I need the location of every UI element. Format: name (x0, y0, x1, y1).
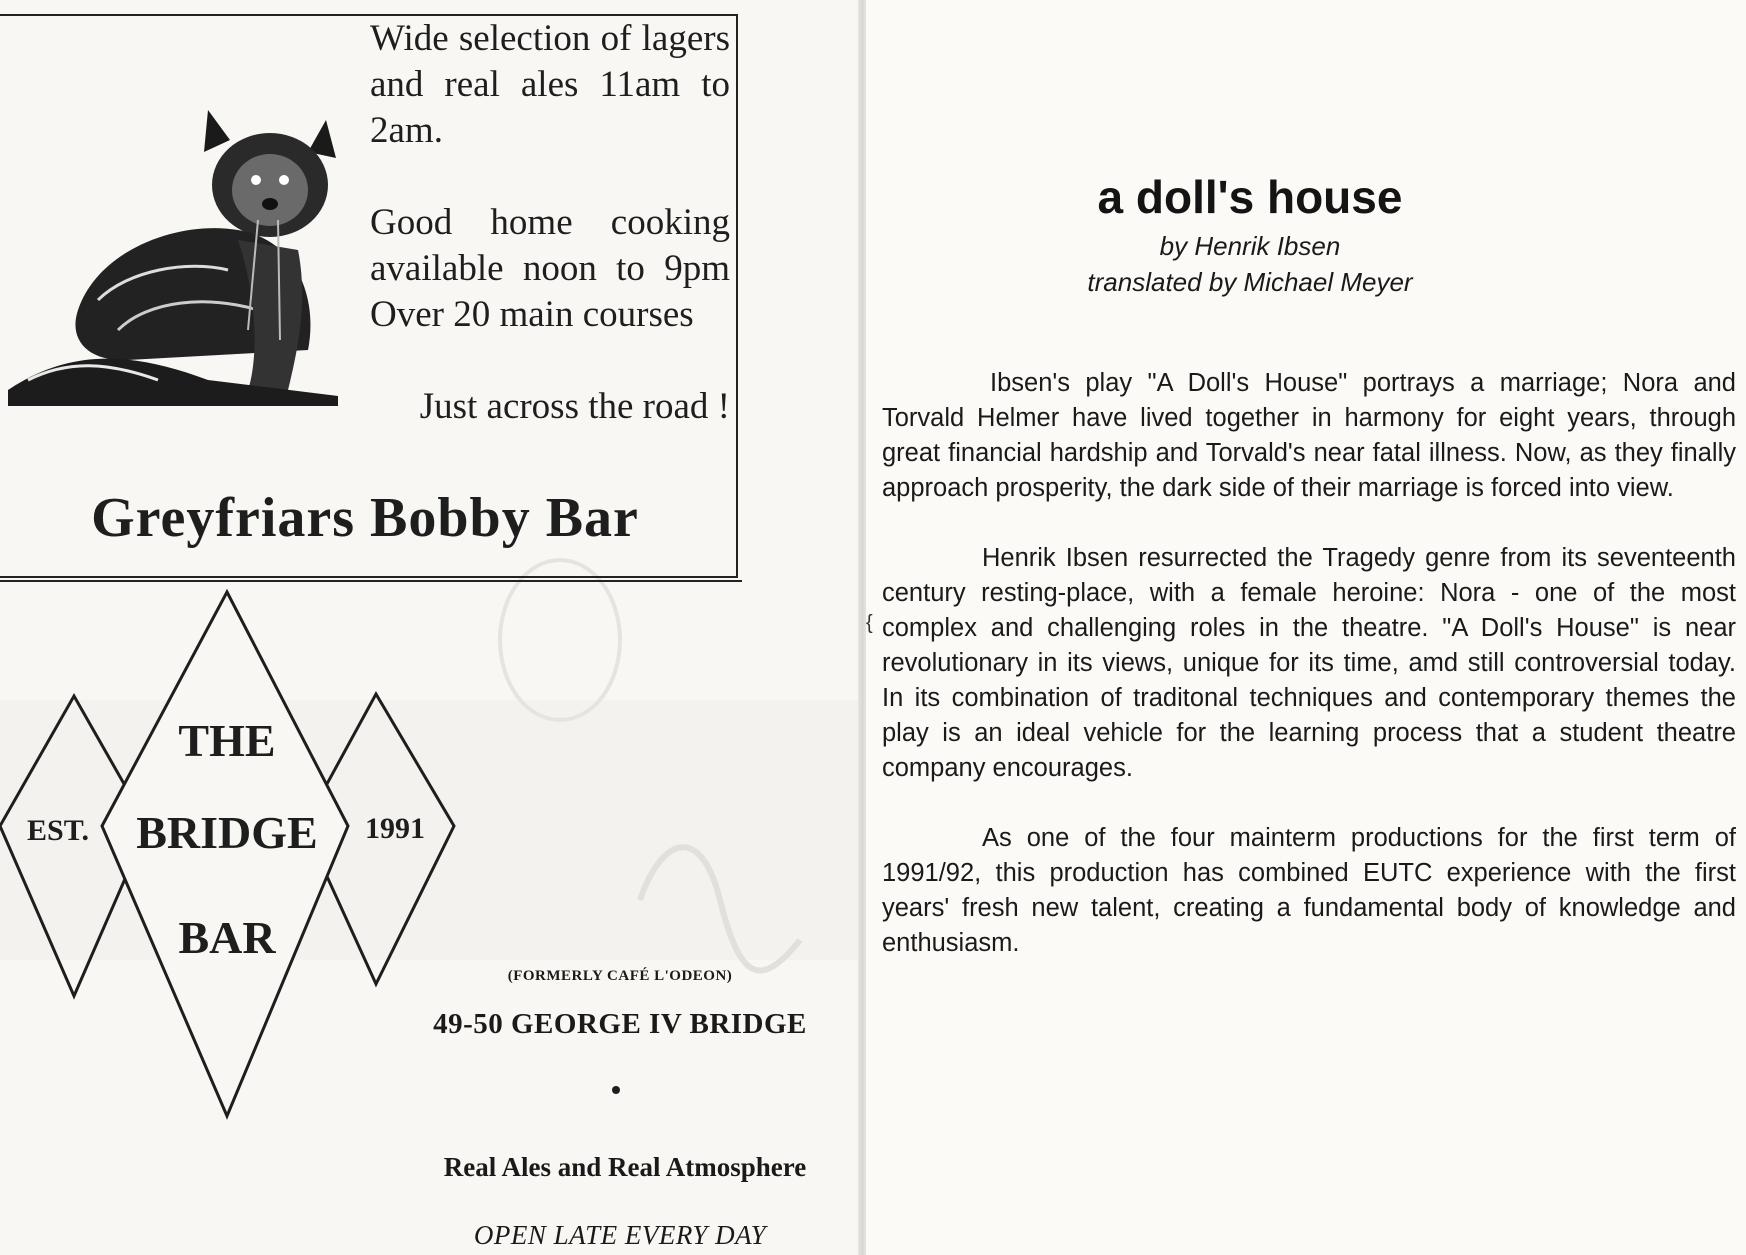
formerly-note: (FORMERLY CAFÉ L'ODEON) (507, 968, 733, 984)
bridge-hours: OPEN LATE EVERY DAY (473, 1220, 767, 1250)
play-description (882, 366, 1736, 996)
bridge-address: 49-50 GEORGE IV BRIDGE (433, 1008, 807, 1040)
logo-the: THE (178, 715, 276, 766)
paragraph-synopsis: Ibsen's play "A Doll's House" portrays a marriage; Nora and Torvald Helmer have lived together in harmony for eight years, through great financial hardship and Torvald's near fatal illness. Now, as they finally approach prosperity, the dark side of their marriage is forced into view. (882, 369, 1736, 502)
logo-est: EST. (27, 814, 89, 847)
ad-line-food: Good home cooking available noon to 9pm Over 20 main courses (370, 202, 730, 335)
greyfriars-ad-text (370, 16, 730, 476)
paragraph-production: As one of the four mainterm productions for the first term of 1991/92, this production has combined EUTC experience with the first years' fresh new talent, creating a fundamental body of knowledge and enthusiasm. (882, 824, 1736, 957)
play-translator: translated by Michael Meyer (1087, 267, 1413, 297)
ad-divider (0, 580, 742, 582)
paragraph-genre: Henrik Ibsen resurrected the Tragedy genre from its seventeenth century resting-place, with a female heroine: Nora - one of the most complex and challenging roles in the theatre. "A Doll's House" is near revolutionary in its views, unique for its time, amd still controversial today. In its combination of traditonal techniques and contemporary themes the play is an ideal vehicle for the learning process that a student theatre company encourages. (882, 544, 1736, 782)
logo-bridge: BRIDGE (136, 807, 318, 858)
staple-mark-icon: { (866, 612, 873, 634)
ad-line-drinks: Wide selection of lagers and real ales 11am to 2am. (370, 18, 730, 151)
play-title: a doll's house (1097, 171, 1403, 223)
terrier-dog-illustration (8, 100, 348, 410)
bridge-slogan: Real Ales and Real Atmosphere (443, 1152, 807, 1182)
ad-line-location: Just across the road ! (419, 386, 730, 427)
greyfriars-bar-name: Greyfriars Bobby Bar (91, 487, 639, 549)
bullet-separator (612, 1086, 620, 1094)
logo-bar: BAR (178, 912, 276, 963)
logo-year: 1991 (365, 812, 425, 845)
bridge-bar-logo (0, 586, 470, 1126)
left-page (0, 0, 862, 1255)
play-credits (1000, 228, 1500, 300)
play-author: by Henrik Ibsen (1159, 231, 1341, 261)
